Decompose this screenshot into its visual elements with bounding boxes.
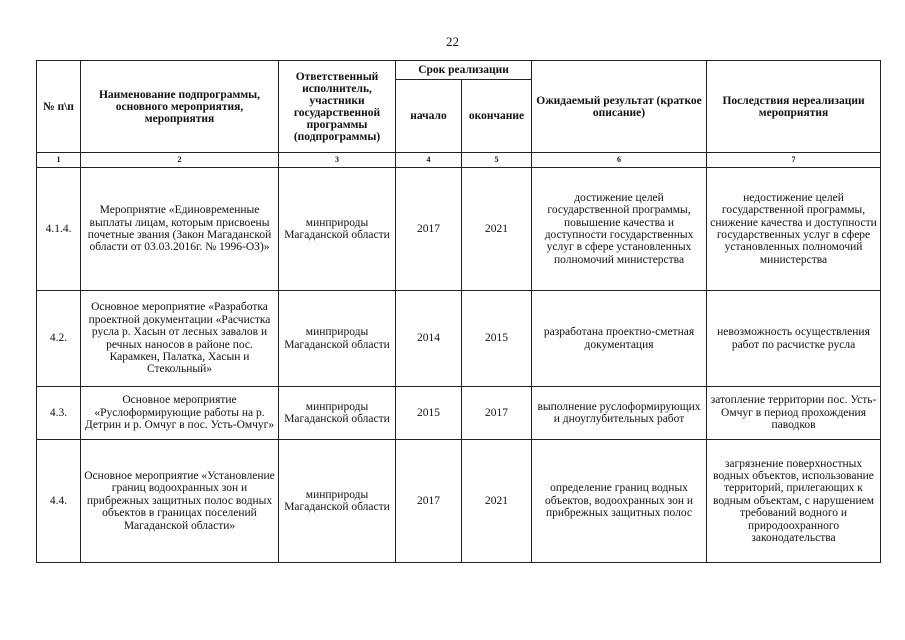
row-result: определение границ водных объектов, водоохранных зон и прибрежных защитных полос [532, 440, 707, 563]
row-executor: минприроды Магаданской области [279, 387, 396, 440]
row-start: 2015 [396, 387, 462, 440]
row-executor: минприроды Магаданской области [279, 440, 396, 563]
table-row [37, 440, 881, 563]
header-row-top [37, 61, 881, 80]
row-consequences: загрязнение поверхностных водных объектов, использование территорий, прилегающих к водным объектам, с нарушением требований водного и природоохранного законодательства [707, 440, 881, 563]
column-number: 5 [462, 153, 532, 168]
header-result: Ожидаемый результат (краткое описание) [532, 61, 707, 153]
row-start: 2017 [396, 168, 462, 291]
header-name: Наименование подпрограммы, основного мероприятия, мероприятия [81, 61, 279, 153]
page-number: 22 [446, 34, 459, 49]
column-number: 4 [396, 153, 462, 168]
row-start: 2014 [396, 291, 462, 387]
row-number: 4.3. [37, 387, 81, 440]
header-num: № п\п [37, 61, 81, 153]
column-number: 1 [37, 153, 81, 168]
header-consequences: Последствия нереализации мероприятия [707, 61, 881, 153]
row-number: 4.2. [37, 291, 81, 387]
programme-table [36, 60, 881, 563]
column-number: 2 [81, 153, 279, 168]
row-consequences: затопление территории пос. Усть-Омчуг в период прохождения паводков [707, 387, 881, 440]
row-result: достижение целей государственной программы, повышение качества и доступности государственных услуг в сфере установленных полномочий министерства [532, 168, 707, 291]
row-name: Мероприятие «Единовременные выплаты лицам, которым присвоены почетные звания (Закон Магаданской области от 03.03.2016г. № 1996-ОЗ)» [81, 168, 279, 291]
row-end: 2021 [462, 440, 532, 563]
row-executor: минприроды Магаданской области [279, 291, 396, 387]
row-start: 2017 [396, 440, 462, 563]
column-number: 7 [707, 153, 881, 168]
row-consequences: невозможность осуществления работ по расчистке русла [707, 291, 881, 387]
table-row [37, 168, 881, 291]
header-executor: Ответственный исполнитель, участники государственной программы (подпрограммы) [279, 61, 396, 153]
row-end: 2021 [462, 168, 532, 291]
row-end: 2017 [462, 387, 532, 440]
row-number: 4.4. [37, 440, 81, 563]
row-executor: минприроды Магаданской области [279, 168, 396, 291]
header-period: Срок реализации [396, 61, 532, 80]
row-result: разработана проектно-сметная документация [532, 291, 707, 387]
header-end: окончание [462, 80, 532, 153]
row-name: Основное мероприятие «Разработка проектной документации «Расчистка русла р. Хасын от лесных завалов и речных наносов в районе пос. Карамкен, Палатка, Хасын и Стекольный» [81, 291, 279, 387]
row-result: выполнение руслоформирующих и дноуглубительных работ [532, 387, 707, 440]
column-number: 3 [279, 153, 396, 168]
row-number: 4.1.4. [37, 168, 81, 291]
table-row [37, 387, 881, 440]
row-name: Основное мероприятие «Установление границ водоохранных зон и прибрежных защитных полос водных объектов в границах поселений Магаданской области» [81, 440, 279, 563]
row-consequences: недостижение целей государственной программы, снижение качества и доступности государственных услуг в сфере установленных полномочий министерства [707, 168, 881, 291]
row-name: Основное мероприятие «Руслоформирующие работы на р. Детрин и р. Омчуг в пос. Усть-Омчуг» [81, 387, 279, 440]
table-row [37, 291, 881, 387]
header-start: начало [396, 80, 462, 153]
row-end: 2015 [462, 291, 532, 387]
column-number-row [37, 153, 881, 168]
column-number: 6 [532, 153, 707, 168]
